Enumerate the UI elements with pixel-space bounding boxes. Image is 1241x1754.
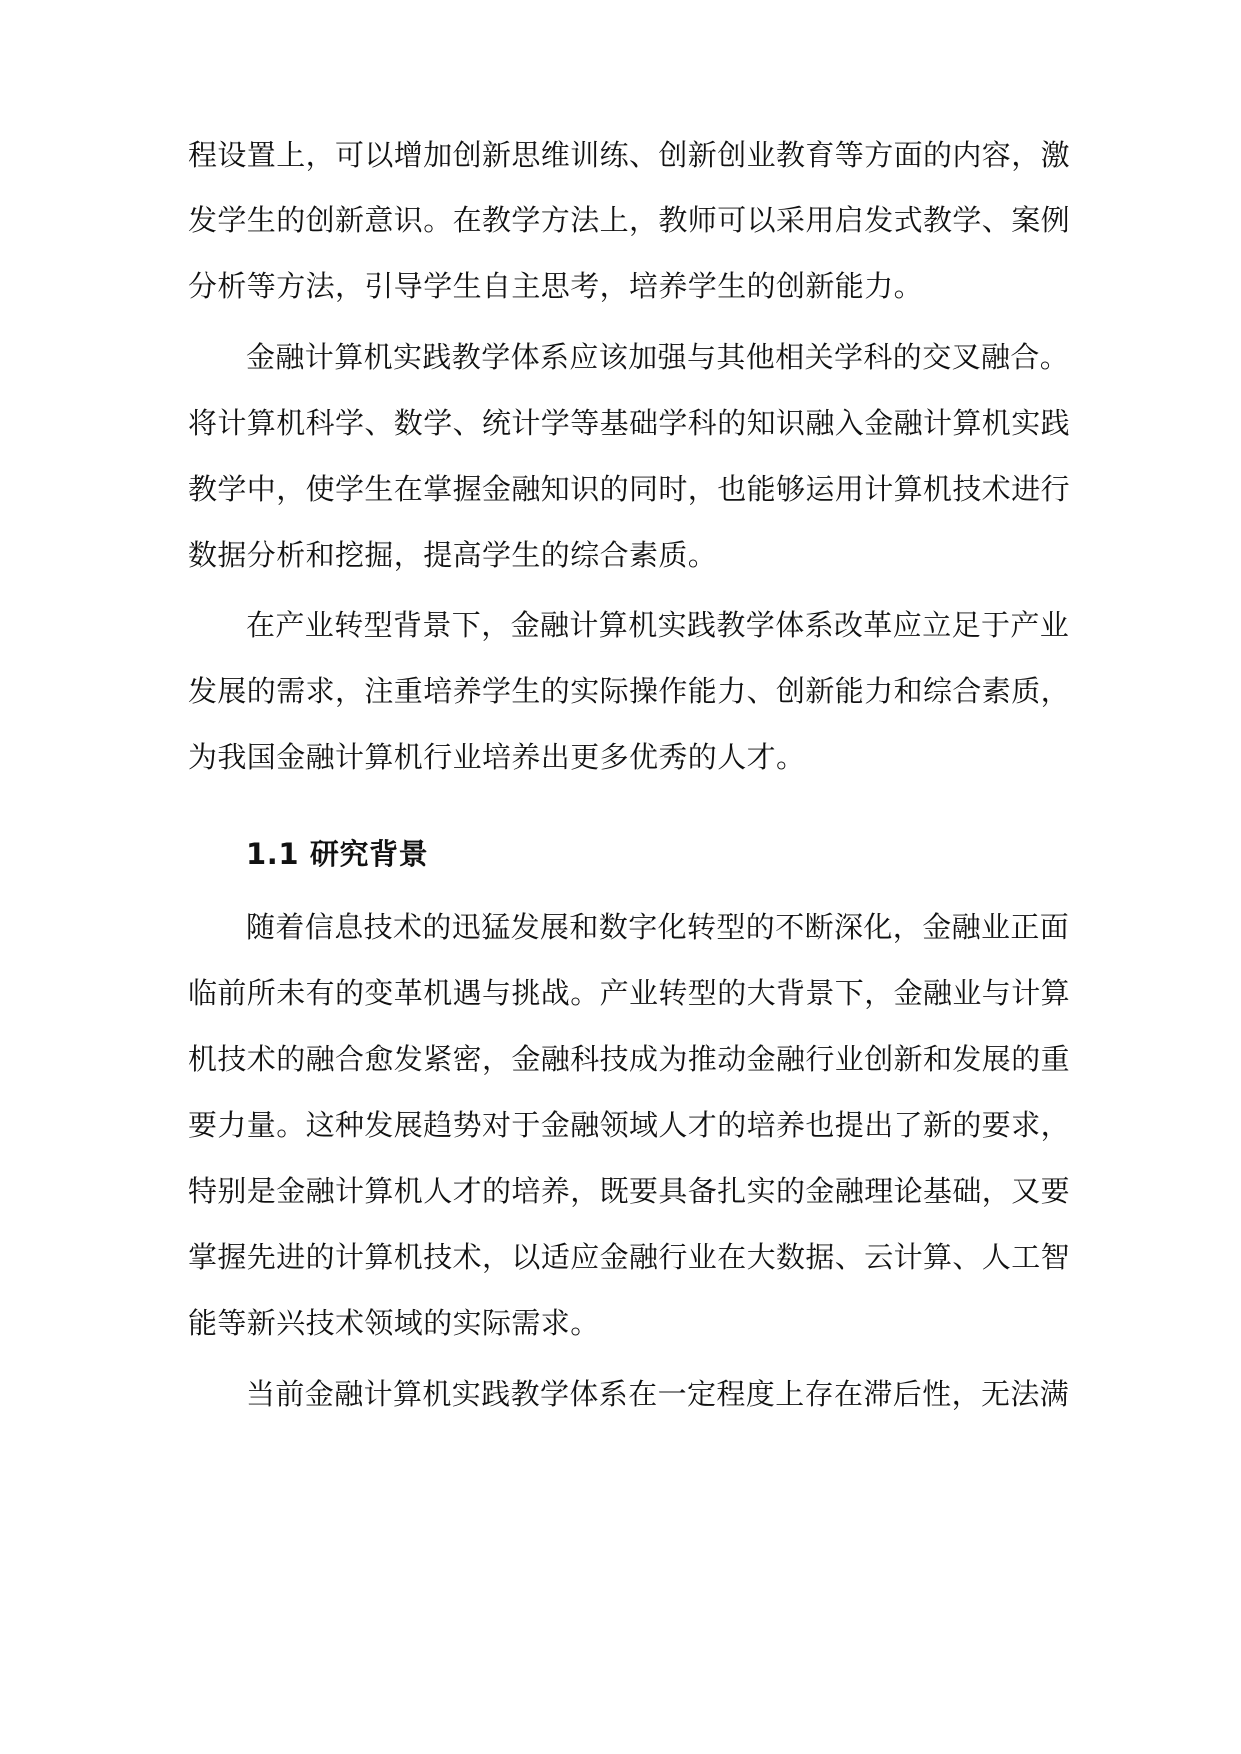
paragraph-line: 临前所未有的变革机遇与挑战。产业转型的大背景下，金融业与计算 [188,976,1071,1010]
paragraph-line: 发学生的创新意识。在教学方法上，教师可以采用启发式教学、案例 [188,203,1071,237]
paragraph-line: 当前金融计算机实践教学体系在一定程度上存在滞后性，无法满 [246,1377,1070,1411]
section-heading: 1.1 研究背景 [246,837,429,871]
paragraph-line: 随着信息技术的迅猛发展和数字化转型的不断深化，金融业正面 [246,910,1070,944]
paragraph-line: 金融计算机实践教学体系应该加强与其他相关学科的交叉融合。 [246,340,1070,374]
paragraph-line: 发展的需求，注重培养学生的实际操作能力、创新能力和综合素质， [188,674,1071,708]
paragraph-line: 数据分析和挖掘，提高学生的综合素质。 [188,538,718,572]
paragraph-line: 教学中，使学生在掌握金融知识的同时，也能够运用计算机技术进行 [188,472,1071,506]
paragraph-line: 掌握先进的计算机技术，以适应金融行业在大数据、云计算、人工智 [188,1240,1071,1274]
paragraph-line: 要力量。这种发展趋势对于金融领域人才的培养也提出了新的要求， [188,1108,1071,1142]
paragraph-line: 程设置上，可以增加创新思维训练、创新创业教育等方面的内容，激 [188,138,1071,172]
paragraph-line: 将计算机科学、数学、统计学等基础学科的知识融入金融计算机实践 [188,406,1071,440]
paragraph-line: 为我国金融计算机行业培养出更多优秀的人才。 [188,740,806,774]
paragraph-line: 机技术的融合愈发紧密，金融科技成为推动金融行业创新和发展的重 [188,1042,1071,1076]
paragraph-line: 能等新兴技术领域的实际需求。 [188,1306,600,1340]
paragraph-line: 在产业转型背景下，金融计算机实践教学体系改革应立足于产业 [246,608,1070,642]
paragraph-line: 特别是金融计算机人才的培养，既要具备扎实的金融理论基础，又要 [188,1174,1071,1208]
paragraph-line: 分析等方法，引导学生自主思考，培养学生的创新能力。 [188,269,924,303]
